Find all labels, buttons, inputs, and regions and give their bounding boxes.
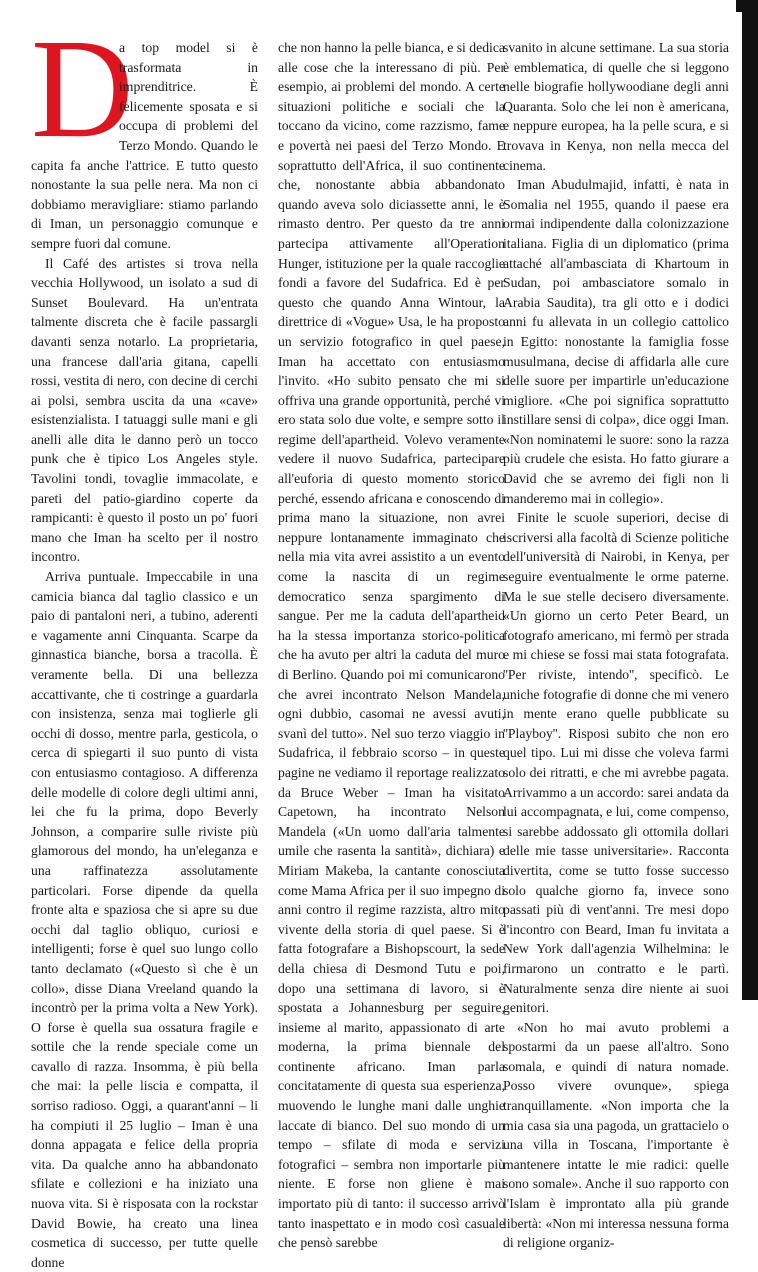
page-edge-notch (736, 0, 742, 12)
paragraph-arrival: Arriva puntuale. Impeccabile in una camicia bianca dal taglio classico e un paio di pantaloni neri, a tubino, aderenti e vagamente anni Cinquanta. Scarpe da ginnastica bianche, borsa a tracolla. È veramente bella. Di una bellezza accattivante, che ti costringe a guardarla con insistenza, senza mai toglierle gli occhi di dosso, mentre parla, gesticola, o cerca di spiegarti il suo punto di vista con entusiasmo contagioso. A differenza delle modelle di colore degli ultimi anni, lei che fu la prima, dopo Beverly Johnson, a comparire sulle riviste più glamorous del mondo, ha un'eleganza e una raffinatezza assolutamente particolari. Forse dipende da quella fronte alta e spaziosa che si apre su due occhi dal taglio obliquo, curiosi e intelligenti; forse è quel suo lungo collo tanto declamato («Questo sì che è un collo», disse Diana Vreeland quando la incontrò per la prima volta a New York). O forse è quella sua ossatura fragile e sottile che la rende speciale come un cavallo di razza. Insomma, è più bella che mai: la pelle liscia e compatta, il sorriso radioso. Oggi, a quarant'anni – li ha compiuti il 25 luglio – Iman è una donna appagata e felice della propria vita. Da qualche anno ha abbandonato sfilate e collezioni e ha iniziato una nuova vita. Si è risposata con la rockstar David Bowie, ha creato una linea cosmetica di successo, per tutte quelle donne (31, 569, 258, 1270)
paragraph-nairobi: Finite le scuole superiori, decise di iscriversi alla facoltà di Scienze politiche dell'università di Nairobi, in Kenya, per seguire eventualmente le orme paterne. Ma le sue stelle decisero diversamente. «Un giorno un certo Peter Beard, un fotografo americano, mi fermò per strada e mi chiese se fossi mai stata fotografata. ''Per riviste, intendo'', specificò. Le uniche fotografie di donne che mi venero in mente erano quelle pubblicate su ''Playboy''. Risposi subito che non ero quel tipo. Lui mi disse che voleva farmi solo dei ritratti, e che mi avrebbe pagata. Arrivammo a un accordo: sarei andata da lui accompagnata, e lui, come compenso, si sarebbe addossato gli ottomila dollari delle mie tasse universitarie». Racconta divertita, come se tutto fosse successo solo qualche giorno fa, invece sono passati più di vent'anni. Tre mesi dopo l'incontro con Beard, Iman fu invitata a New York dall'agenzia Wilhelmina: le firmarono un contratto e le partì. Naturalmente senza dire niente ai suoi genitori. (503, 510, 729, 1016)
paragraph-world-problems: che non hanno la pelle bianca, e si dedica alle cose che la interessano di più. Per esempio, ai problemi del mondo. A certe situazioni politiche e sociali che la toccano da vicino, come razzismo, fame e povertà nei paesi del Terzo Mondo. E soprattutto dell'Africa, il suo continente che, nonostante abbia abbandonato quando aveva solo diciassette anni, le è rimasto dentro. Per questo da tre anni partecipa attivamente all'Operation Hunger, istituzione per la quale raccoglie fondi a favore del Sudafrica. Ed è per questo che quando Anna Wintour, la direttrice di «Vogue» Usa, le ha proposto un servizio fotografico in quel paese, Iman ha accettato con entusiasmo l'invito. «Ho subito pensato che mi si offriva una grande opportunità, perché vi ero stata solo due volte, e sempre sotto il regime dell'apartheid. Volevo veramente vedere il nuovo Sudafrica, partecipare all'euforia di questo momento storico perché, essendo africana e conoscendo di prima mano la situazione, non avrei neppure lontanamente immaginato che nella mia vita avrei assistito a un evento come la nascita di un regime democratico senza spargimento di sangue. Per me la caduta dell'apartheid ha la stessa importanza storico-politica che ha avuto per altri la caduta del muro di Berlino. Quando poi mi comunicarono che avrei incontrato Nelson Mandela, ogni dubbio, casomai ne avessi avuti, svanì del tutto». Nel suo terzo viaggio in Sudafrica, il febbraio scorso – in queste pagine ne vediamo il reportage realizzato da Bruce Weber – Iman ha visitato Capetown, ha incontrato Nelson Mandela («Un uomo dall'aria talmente umile che rasenta la santità», dichiara) e Miriam Makeba, la cantante conosciuta come Mama Africa per il suo impegno di anni contro il regime razzista, altro mito vivente della storia di quel paese. Si è fatta fotografare a Bishopscourt, la sede della chiesa di Desmond Tutu e poi, dopo una settimana di lavoro, si è spostata a Johannesburg per seguire, insieme al marito, appassionato di arte moderna, la prima biennale del continente africano. Iman parla concitatamente di questa sua esperienza, muovendo le lunghe mani dalle unghie laccate di bianco. Del suo mondo di un tempo – sfilate di moda e servizi fotografici – sembra non importarle più niente. E forse non gliene è mai importato più di tanto: il successo arrivò tanto inaspettato e in modo così casuale che pensò sarebbe (278, 40, 505, 1251)
text-column-3 (503, 38, 729, 1251)
drop-cap-letter: D (31, 9, 132, 167)
page-edge-bar (742, 0, 758, 1000)
text-column-1 (31, 9, 258, 1270)
paragraph-intro: a top model si è trasformata in imprenditrice. È felicemente sposata e si occupa di problemi del Terzo Mondo. Quando le capita fa anche l'attrice. E tutto questo nonostante la sua pelle nera. Ma non ci dobbiamo meravigliare: stiamo parlando di Iman, un personaggio comunque e sempre fuori dal comune. (31, 40, 258, 251)
paragraph-story: svanito in alcune settimane. La sua storia è emblematica, di quelle che si leggono nelle biografie hollywoodiane degli anni Quaranta. Solo che lei non è americana, e neppure europea, ha la pelle scura, e si trovava in Kenya, non nella mecca del cinema. (503, 40, 729, 173)
paragraph-somalia: Iman Abudulmajid, infatti, è nata in Somalia nel 1955, quando il paese era ormai indipendente dalla colonizzazione italiana. Figlia di un diplomatico (prima attaché all'ambasciata di Khartoum in Sudan, poi ambasciatore somalo in Arabia Saudita), tra gli otto e i dodici anni fu allevata in un collegio cattolico in Egitto: nonostante la famiglia fosse musulmana, decise di affidarla alle cure delle suore per impartirle un'educazione migliore. «Che poi significa soprattutto instillare sensi di colpa», dice oggi Iman. «Non nominatemi le suore: sono la razza più crudele che esista. Ho fatto giurare a David che se avremo dei figli non li manderemo mai in collegio». (503, 177, 729, 506)
text-column-2 (278, 38, 505, 1251)
paragraph-nomad: «Non ho mai avuto problemi a spostarmi da un paese all'altro. Sono somala, e quindi di natura nomade. Posso vivere ovunque», spiega tranquillamente. «Non importa che la mia casa sia una pagoda, un grattacielo o una villa in Toscana, l'importante è mantenere intatte le mie radici: quelle sono somale». Anche il suo rapporto con l'Islam è improntato alla più grande libertà: «Non mi interessa nessuna forma di religione organiz- (503, 1019, 729, 1251)
paragraph-cafe: Il Café des artistes si trova nella vecchia Hollywood, un isolato a sud di Sunset Boulevard. Ha un'entrata talmente discreta che è facile passargli davanti senza notarlo. La proprietaria, una francese dall'aria gitana, capelli rossi, vestita di nero, con decine di cerchi ai polsi, sembra uscita da una «cave» esistenzialista. I tatuaggi sulle mani e gli anelli alle dita le danno però un tocco punk che è tipico Los Angeles style. Tavolini tondi, tovaglie immacolate, e pareti del patio-giardino coperte da rampicanti: è questo il posto un po' fuori mano che Iman ha scelto per il nostro incontro. (31, 255, 258, 565)
